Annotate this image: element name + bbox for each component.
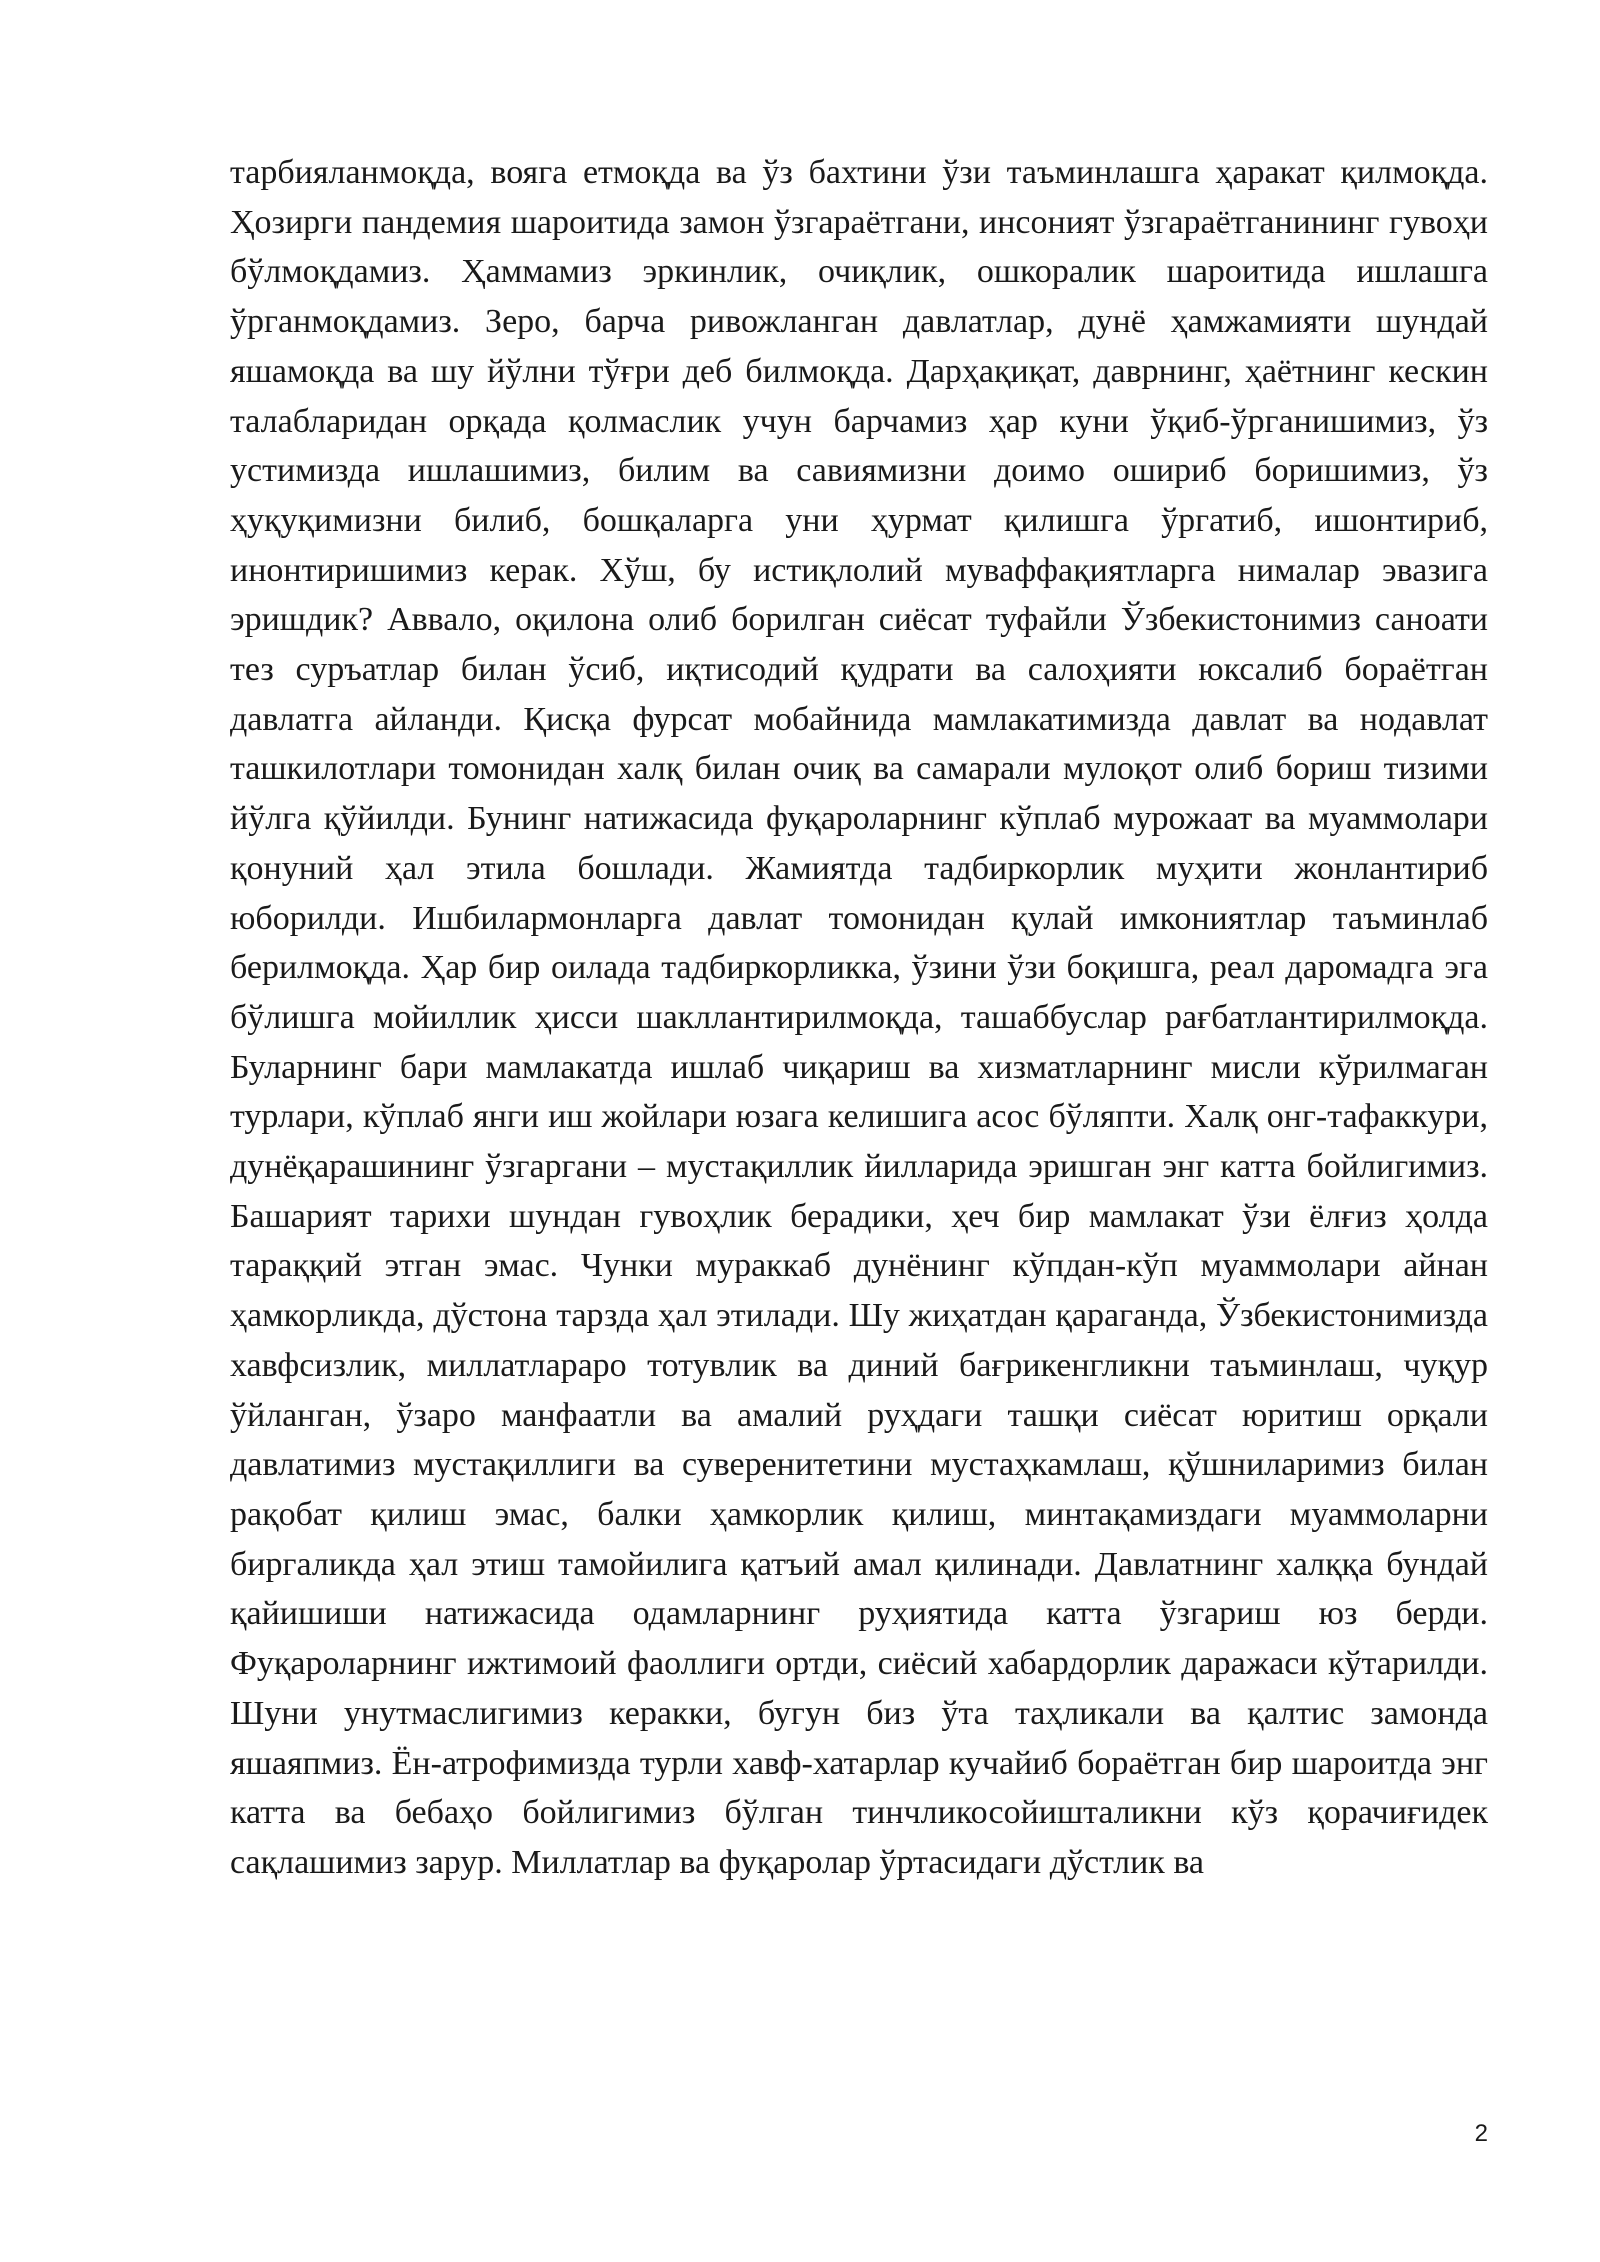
body-paragraph: тарбияланмоқда, вояга етмоқда ва ўз бахтини ўзи таъминлашга ҳаракат қилмоқда. Ҳозирги пандемия шароитида замон ўзгараётгани, инсоният ўзгараётганининг гувоҳи бўлмоқдамиз. Ҳаммамиз эркинлик, очиқлик, ошкоралик шароитида ишлашга ўрганмоқдамиз. Зеро, барча ривожланган давлатлар, дунё ҳамжамияти шундай яшамоқда ва шу йўлни тўғри деб билмоқда. Дарҳақиқат, даврнинг, ҳаётнинг кескин талабларидан орқада қолмаслик учун барчамиз ҳар куни ўқиб-ўрганишимиз, ўз устимизда ишлашимиз, билим ва савиямизни доимо ошириб боришимиз, ўз ҳуқуқимизни билиб, бошқаларга уни ҳурмат қилишга ўргатиб, ишонтириб, инонтиришимиз керак. Хўш, бу истиқлолий муваффақиятларга нималар эвазига эришдик? Аввало, оқилона олиб борилган сиёсат туфайли Ўзбекистонимиз саноати тез суръатлар билан ўсиб, иқтисодий қудрати ва салоҳияти юксалиб бораётган давлатга айланди. Қисқа фурсат мобайнида мамлакатимизда давлат ва нодавлат ташкилотлари томонидан халқ билан очиқ ва самарали мулоқот олиб бориш тизими йўлга қўйилди. Бунинг натижасида фуқароларнинг кўплаб мурожаат ва муаммолари қонуний ҳал этила бошлади. Жамиятда тадбиркорлик муҳити жонлантириб юборилди. Ишбилармонларга давлат томонидан қулай имкониятлар таъминлаб берилмоқда. Ҳар бир оилада тадбиркорликка, ўзини ўзи боқишга, реал даромадга эга бўлишга мойиллик ҳисси шакллантирилмоқда, ташаббуслар рағбатлантирилмоқда. Буларнинг бари мамлакатда ишлаб чиқариш ва хизматларнинг мисли кўрилмаган турлари, кўплаб янги иш жойлари юзага келишига асос бўляпти. Халқ онг-тафаккури, дунёқарашининг ўзгаргани – мустақиллик йилларида эришган энг катта бойлигимиз. Башарият тарихи шундан гувоҳлик берадики, ҳеч бир мамлакат ўзи ёлғиз ҳолда тараққий этган эмас. Чунки мураккаб дунёнинг кўпдан-кўп муаммолари айнан ҳамкорликда, дўстона тарзда ҳал этилади. Шу жиҳатдан қараганда, Ўзбекистонимизда хавфсизлик, миллатлараро тотувлик ва диний бағрикенгликни таъминлаш, чуқур ўйланган, ўзаро манфаатли ва амалий руҳдаги ташқи сиёсат юритиш орқали давлатимиз мустақиллиги ва суверенитетини мустаҳкамлаш, қўшниларимиз билан рақобат қилиш эмас, балки ҳамкорлик қилиш, минтақамиздаги муаммоларни биргаликда ҳал этиш тамойилига қатъий амал қилинади. Давлатнинг халққа бундай қайишиши натижасида одамларнинг руҳиятида катта ўзгариш юз берди. Фуқароларнинг ижтимоий фаоллиги ортди, сиёсий хабардорлик даражаси кўтарилди. Шуни унутмаслигимиз керакки, бугун биз ўта таҳликали ва қалтис замонда яшаяпмиз. Ён-атрофимизда турли хавф-хатарлар кучайиб бораётган бир шароитда энг катта ва бебаҳо бойлигимиз бўлган тинчликосойишталикни кўз қорачиғидек сақлашимиз зарур. Миллатлар ва фуқаролар ўртасидаги дўстлик ва bbox=[230, 154, 1488, 1881]
page-number: 2 bbox=[1474, 2120, 1488, 2147]
